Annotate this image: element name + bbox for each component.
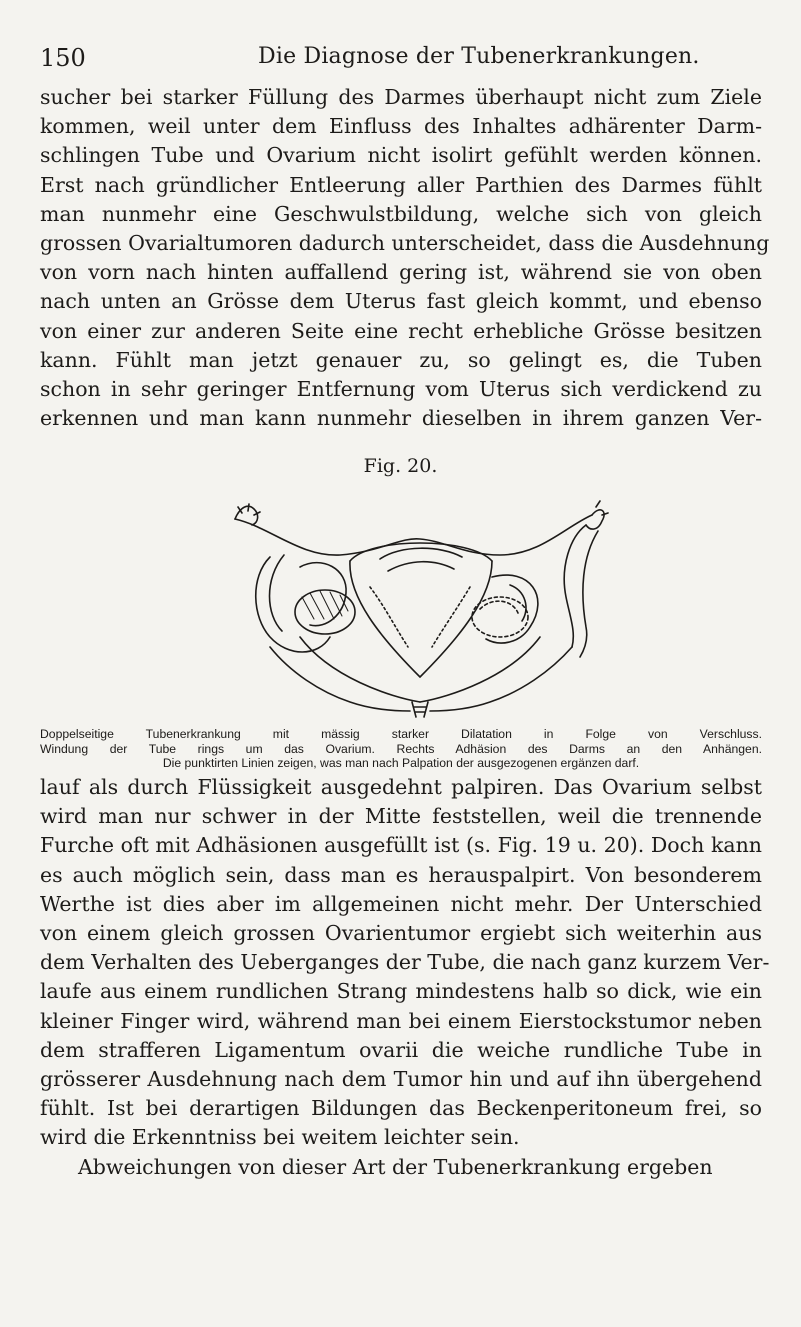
text-line: erkennen und man kann nunmehr dieselben in ihrem ganzen Ver- (40, 406, 762, 431)
caption-line: Windung der Tube rings um das Ovarium. Rechts Adhäsion des Darms an den Anhängen. (40, 741, 762, 756)
text-line: schlingen Tube und Ovarium nicht isolirt gefühlt werden können. (40, 143, 762, 168)
text-line: nach unten an Grösse dem Uterus fast gleich kommt, und ebenso (40, 289, 762, 314)
paragraph-top (40, 83, 770, 433)
text-line: kleiner Finger wird, während man bei einem Eierstockstumor neben (40, 1008, 762, 1033)
text-line: wird die Erkenntniss bei weitem leichter sein. (40, 1125, 520, 1150)
text-line: dem Verhalten des Ueberganges der Tube, die nach ganz kurzem Ver- (40, 950, 770, 975)
text-line: grösserer Ausdehnung nach dem Tumor hin und auf ihn übergehend (40, 1067, 762, 1092)
text-line: kann. Fühlt man jetzt genauer zu, so gelingt es, die Tuben (40, 347, 762, 372)
text-line: kommen, weil unter dem Einfluss des Inhaltes adhärenter Darm- (40, 114, 762, 139)
page-header (40, 44, 761, 84)
text-line: von vorn nach hinten auffallend gering ist, während sie von oben (40, 260, 762, 285)
figure-label: Fig. 20. (363, 455, 438, 477)
text-line: wird man nur schwer in der Mitte feststellen, weil die trennende (40, 804, 762, 829)
text-line: Abweichungen von dieser Art der Tubenerkrankung ergeben (78, 1154, 713, 1179)
running-head: Die Diagnose der Tubenerkrankungen. (258, 44, 700, 69)
text-line: man nunmehr eine Geschwulstbildung, welche sich von gleich (40, 201, 762, 226)
text-line: grossen Ovarialtumoren dadurch unterscheidet, dass die Ausdehnung (40, 231, 770, 256)
text-line: von einer zur anderen Seite eine recht erhebliche Grösse besitzen (40, 318, 762, 343)
paragraph-bottom (40, 773, 770, 1182)
text-line: es auch möglich sein, dass man es herauspalpirt. Von besonderem (40, 862, 762, 887)
text-line: Erst nach gründlicher Entleerung aller Parthien des Darmes fühlt (40, 172, 762, 197)
text-line: laufe aus einem rundlichen Strang mindestens halb so dick, wie ein (40, 979, 762, 1004)
figure-illustration (230, 497, 610, 719)
caption-line: Die punktirten Linien zeigen, was man nach Palpation der ausgezogenen ergänzen darf. (162, 756, 640, 771)
figure-caption (40, 727, 762, 771)
text-line: sucher bei starker Füllung des Darmes überhaupt nicht zum Ziele (40, 85, 762, 109)
text-line: Furche oft mit Adhäsionen ausgefüllt ist (s. Fig. 19 u. 20). Doch kann (40, 833, 762, 858)
caption-line: Doppelseitige Tubenerkrankung mit mässig starker Dilatation in Folge von Verschluss. (40, 727, 762, 741)
text-line: fühlt. Ist bei derartigen Bildungen das Beckenperitoneum frei, so (40, 1096, 762, 1121)
text-line: dem strafferen Ligamentum ovarii die weiche rundliche Tube in (40, 1037, 762, 1062)
text-line: schon in sehr geringer Entfernung vom Uterus sich verdickend zu (40, 377, 762, 402)
text-line: lauf als durch Flüssigkeit ausgedehnt palpiren. Das Ovarium selbst (40, 775, 762, 799)
text-line: von einem gleich grossen Ovarientumor ergiebt sich weiterhin aus (40, 921, 762, 946)
page-number: 150 (40, 44, 86, 72)
text-line: Werthe ist dies aber im allgemeinen nicht mehr. Der Unterschied (40, 891, 762, 916)
